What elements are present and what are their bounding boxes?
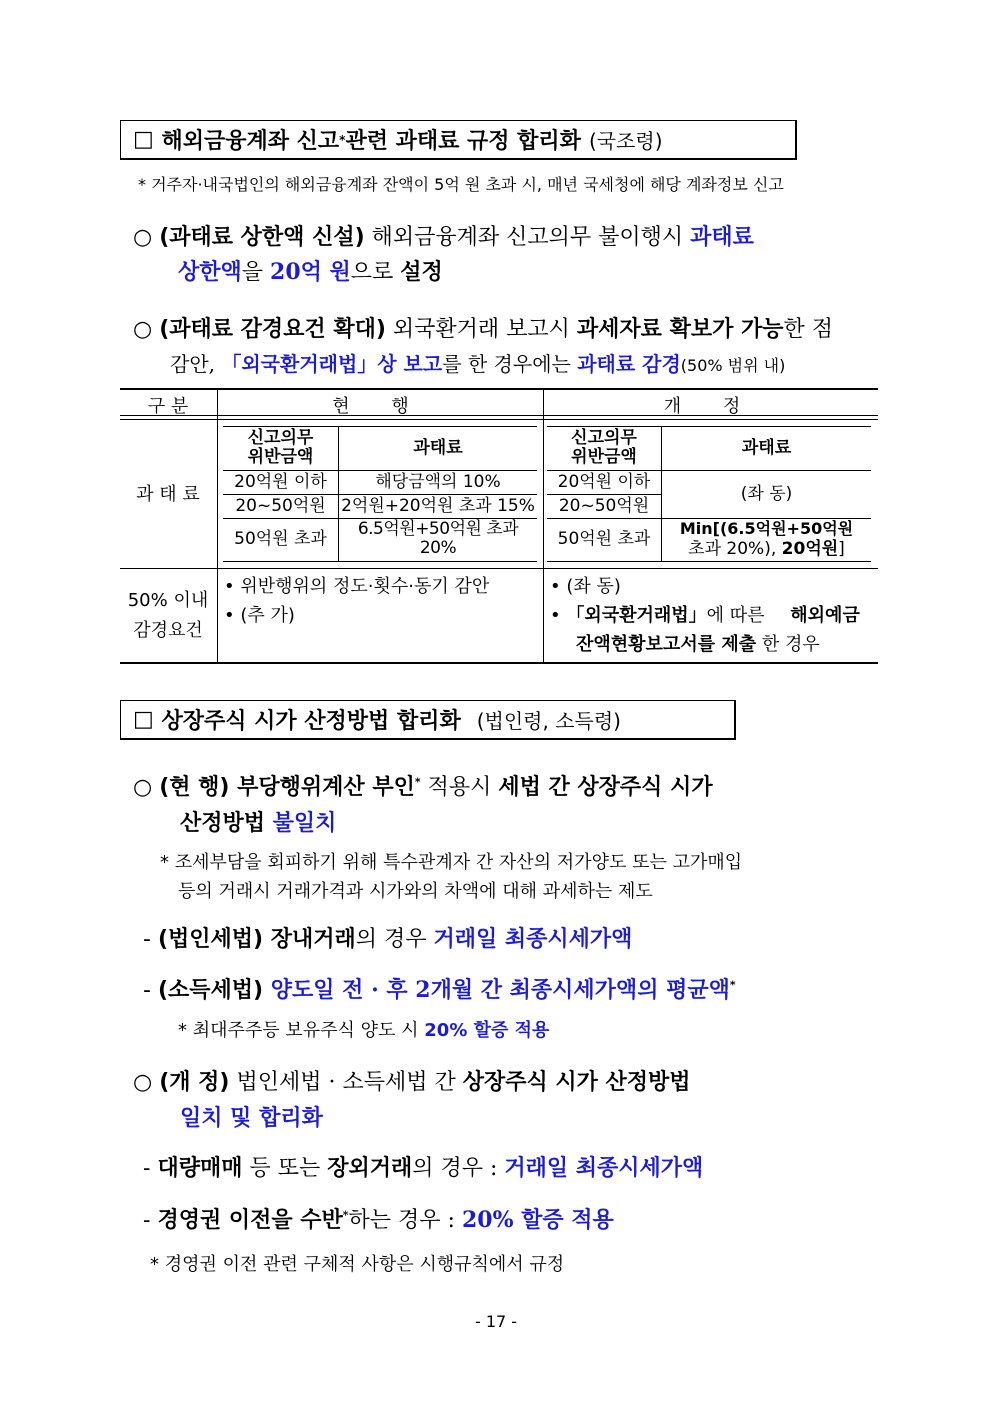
section1-item2-line1 bbox=[133, 312, 833, 343]
fn1-line2: 등의 거래시 거래가격과 시가와의 차액에 대해 과세하는 제도 bbox=[178, 881, 653, 902]
row2-label-1: 50% 이내 bbox=[127, 590, 209, 611]
item2-head: (과태료 감경요건 확대) bbox=[159, 317, 386, 342]
section2-footnote1 bbox=[160, 848, 742, 906]
th-revised: 개 정 bbox=[663, 396, 759, 417]
row2-current bbox=[224, 572, 489, 630]
cur-r2-fine: 2억원+20억원 초과 15% bbox=[341, 495, 535, 516]
dash4-text1: 하는 경우 : bbox=[348, 1208, 462, 1233]
title-star: * bbox=[339, 132, 346, 147]
rev-min-bold: 20억원 bbox=[781, 539, 839, 559]
circle-bullet-icon: ○ bbox=[133, 1070, 153, 1095]
item1-blue1: 과태료 bbox=[690, 224, 754, 250]
dash1-head: (법인세법) bbox=[157, 927, 264, 952]
item2-bold1: 과세자료 확보가 가능 bbox=[576, 317, 784, 342]
cur-r3-amount: 50억원 초과 bbox=[234, 528, 327, 549]
page-number: - 17 - bbox=[474, 1312, 518, 1331]
section2-title: 상장주식 시가 산정방법 합리화 bbox=[161, 709, 461, 734]
section2-dash4 bbox=[143, 1203, 614, 1234]
checkbox-square-icon: □ bbox=[133, 127, 154, 152]
s2-item2-bold1: 상장주식 시가 산정방법 bbox=[462, 1069, 691, 1095]
row-divider bbox=[120, 568, 878, 569]
section2-law: (법인령, 소득령) bbox=[476, 709, 621, 733]
section1-title-rest: 관련 과태료 규정 합리화 bbox=[345, 129, 581, 154]
item1-blue3: 20억 원 bbox=[270, 259, 351, 285]
row2-cur-1: • 위반행위의 정도·횟수·동기 감안 bbox=[224, 576, 490, 597]
circle-bullet-icon: ○ bbox=[133, 775, 153, 800]
col-divider-1 bbox=[217, 390, 218, 662]
section2-footnote3: * 경영권 이전 관련 구체적 사항은 시행규칙에서 규정 bbox=[150, 1254, 565, 1275]
item2-text4: 를 한 경우에는 bbox=[442, 352, 578, 376]
checkbox-square-icon: □ bbox=[133, 707, 154, 732]
cur-r2-amount: 20~50억원 bbox=[235, 495, 326, 516]
section1-item2-line2 bbox=[170, 348, 785, 377]
section2-dash2 bbox=[143, 973, 736, 1004]
rev-sub-h2: 과태료 bbox=[741, 437, 792, 458]
s2-item2-head: (개 정) bbox=[159, 1070, 230, 1095]
s2-item1-text1: 부당행위계산 부인 bbox=[229, 774, 415, 800]
rev-r3-fine bbox=[662, 519, 871, 559]
dash3-bold1: 대량매매 bbox=[157, 1155, 243, 1181]
item2-text1: 외국환거래 보고시 bbox=[385, 317, 577, 342]
cur-r3-fine: 6.5억원+50억원 초과 20% bbox=[357, 519, 519, 558]
cur-sub-h2: 과태료 bbox=[413, 437, 463, 458]
revised-inner-table bbox=[547, 426, 871, 562]
section2-item2-line1 bbox=[133, 1065, 691, 1096]
th-current: 현 행 bbox=[332, 396, 427, 417]
dash2-star: * bbox=[729, 978, 736, 992]
item1-bold1: 설정 bbox=[400, 259, 443, 285]
row2-rev-2d: 해외예금 bbox=[790, 605, 860, 626]
col-divider-2 bbox=[543, 390, 544, 662]
cur-r1-amount: 20억원 이하 bbox=[234, 471, 327, 492]
dash-bullet: - bbox=[143, 927, 151, 952]
circle-bullet-icon: ○ bbox=[133, 317, 153, 342]
rev-r1-amount: 20억원 이하 bbox=[557, 471, 651, 492]
s2-item1-blue1: 불일치 bbox=[265, 810, 337, 836]
section1-law: (국조령) bbox=[588, 129, 663, 153]
cur-sub-h1: 신고의무 위반금액 bbox=[247, 428, 314, 467]
s2-item1-bold1: 세법 간 상장주식 시가 bbox=[498, 774, 713, 800]
current-inner-table bbox=[223, 426, 537, 562]
fn2-a: * 최대주주등 보유주식 양도 시 bbox=[178, 1020, 425, 1041]
section1-item1-line2 bbox=[178, 255, 443, 286]
dash4-bold1: 경영권 이전을 수반 bbox=[157, 1207, 343, 1233]
dash3-blue1: 거래일 최종시세가액 bbox=[504, 1155, 704, 1181]
s2-item1-bold2: 산정방법 bbox=[180, 810, 266, 836]
item2-small: (50% 범위 내) bbox=[680, 356, 786, 375]
section2-item1-line2 bbox=[180, 806, 336, 837]
section1-header bbox=[120, 120, 797, 160]
rev-min-end: ] bbox=[838, 539, 845, 559]
item1-text1: 해외금융계좌 신고의무 불이행시 bbox=[364, 225, 691, 250]
row2-revised bbox=[550, 572, 860, 659]
section2-dash1 bbox=[143, 922, 632, 953]
section2-item2-line2 bbox=[180, 1101, 323, 1132]
item2-text2: 한 점 bbox=[783, 317, 833, 342]
row2-rev-2c: 에 따른 bbox=[706, 605, 771, 626]
section2-item1-line1 bbox=[133, 770, 713, 801]
row1-label: 과 태 료 bbox=[136, 484, 200, 505]
rev-min-2: 초과 20%), bbox=[688, 539, 782, 559]
rev-sub-h1: 신고의무 위반금액 bbox=[571, 428, 637, 467]
header-divider bbox=[120, 415, 878, 420]
section2-footnote2 bbox=[178, 1016, 549, 1042]
penalty-table bbox=[120, 388, 878, 664]
item2-blue2: 과태료 감경 bbox=[577, 352, 681, 376]
cur-r1-fine: 해당금액의 10% bbox=[375, 471, 501, 492]
row2-rev-2a: • bbox=[550, 605, 567, 626]
section2-dash3 bbox=[143, 1151, 703, 1182]
row2-label bbox=[120, 586, 216, 646]
item1-text2: 을 bbox=[241, 260, 271, 285]
row2-label-2: 감경요건 bbox=[133, 620, 203, 641]
row2-rev-2b: 「외국환거래법」 bbox=[566, 605, 707, 626]
s2-item1-head: (현 행) bbox=[159, 775, 230, 800]
dash1-text1: 의 경우 bbox=[355, 927, 434, 952]
dash-bullet: - bbox=[143, 1156, 151, 1181]
row2-rev-1: • (좌 동) bbox=[550, 576, 621, 597]
section1-item1-line1 bbox=[133, 220, 754, 251]
s2-item2-blue1: 일치 및 합리화 bbox=[180, 1105, 323, 1131]
dash1-bold1: 장내거래 bbox=[263, 926, 356, 952]
item1-blue2: 상한액 bbox=[178, 259, 242, 285]
dash3-text1: 등 또는 bbox=[242, 1156, 328, 1181]
dash2-head: (소득세법) bbox=[157, 978, 264, 1003]
dash-bullet: - bbox=[143, 1208, 151, 1233]
dash4-blue1: 20% 할증 적용 bbox=[461, 1207, 614, 1233]
item1-head: (과태료 상한액 신설) bbox=[159, 225, 365, 250]
section1-footnote: * 거주자·내국법인의 해외금융계좌 잔액이 5억 원 초과 시, 매년 국세청에 해당 계좌정보 신고 bbox=[138, 175, 784, 194]
s2-item1-text2: 적용시 bbox=[420, 775, 499, 800]
fn2-b: 20% 할증 적용 bbox=[424, 1020, 550, 1041]
th-gubun: 구 분 bbox=[147, 396, 189, 417]
fn1-line1: * 조세부담을 회피하기 위해 특수관계자 간 자산의 저가양도 또는 고가매입 bbox=[160, 852, 743, 873]
dash3-text2: 의 경우 : bbox=[412, 1156, 505, 1181]
rev-min-1: Min[(6.5억원+50억원 bbox=[679, 519, 854, 538]
item2-text3: 감안, bbox=[170, 352, 222, 376]
section1-title: 해외금융계좌 신고 bbox=[161, 129, 340, 154]
dash1-blue1: 거래일 최종시세가액 bbox=[433, 926, 633, 952]
circle-bullet-icon: ○ bbox=[133, 225, 153, 250]
dash2-blue1: 양도일 전 · 후 2개월 간 최종시세가액의 평균액 bbox=[263, 977, 730, 1003]
s2-item2-text1: 법인세법 · 소득세법 간 bbox=[229, 1070, 463, 1095]
dash-bullet: - bbox=[143, 978, 151, 1003]
dash3-bold2: 장외거래 bbox=[327, 1155, 413, 1181]
rev-r2-amount: 20~50억원 bbox=[558, 495, 650, 516]
item1-text3: 으로 bbox=[350, 260, 401, 285]
dash4-star: * bbox=[342, 1208, 349, 1222]
section2-header bbox=[120, 700, 736, 740]
item2-blue1: 「외국환거래법」상 보고 bbox=[221, 352, 443, 376]
rev-r3-amount: 50억원 초과 bbox=[557, 528, 651, 549]
s2-item1-star: * bbox=[414, 775, 421, 789]
rev-same: (좌 동) bbox=[740, 484, 793, 504]
row2-rev-3b: 한 경우 bbox=[761, 634, 820, 655]
row2-rev-3a: 잔액현황보고서를 제출 bbox=[576, 634, 757, 655]
row2-cur-2: • (추 가) bbox=[224, 605, 295, 626]
